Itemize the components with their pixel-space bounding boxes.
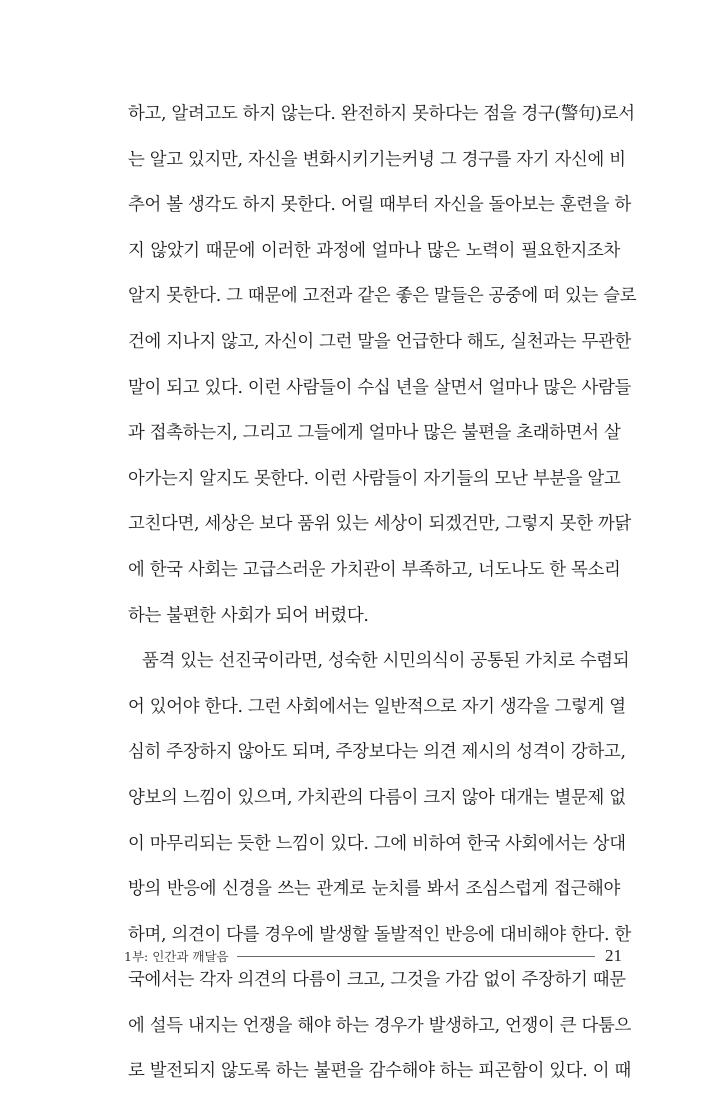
text-line: 아가는지 알지도 못한다. 이런 사람들이 자기들의 모난 부분을 알고 bbox=[128, 468, 621, 489]
text-line: 에 설득 내지는 언쟁을 해야 하는 경우가 발생하고, 언쟁이 큰 다툼으 bbox=[128, 1015, 631, 1036]
footer-section-label: 1부: 인간과 깨달음 bbox=[124, 949, 229, 964]
paragraph-2 bbox=[128, 639, 631, 1095]
paragraph-1 bbox=[128, 92, 637, 639]
text-line: 과 접촉하는지, 그리고 그들에게 얼마나 많은 불편을 초래하면서 살 bbox=[128, 423, 621, 444]
text-line: 에 한국 사회는 고급스러운 가치관이 부족하고, 너도나도 한 목소리 bbox=[128, 559, 621, 580]
text-line: 로 발전되지 않도록 하는 불편을 감수해야 하는 피곤함이 있다. 이 때 bbox=[128, 1061, 631, 1082]
text-line: 하는 불편한 사회가 되어 버렸다. bbox=[128, 605, 369, 626]
text-line: 심히 주장하지 않아도 되며, 주장보다는 의견 제시의 성격이 강하고, bbox=[128, 742, 626, 763]
text-line: 말이 되고 있다. 이런 사람들이 수십 년을 살면서 얼마나 많은 사람들 bbox=[128, 377, 631, 398]
text-line: 건에 지나지 않고, 자신이 그런 말을 언급한다 해도, 실천과는 무관한 bbox=[128, 331, 631, 352]
page-number: 21 bbox=[605, 946, 622, 965]
text-line: 양보의 느낌이 있으며, 가치관의 다름이 크지 않아 대개는 별문제 없 bbox=[128, 787, 626, 808]
text-line: 이 마무리되는 듯한 느낌이 있다. 그에 비하여 한국 사회에서는 상대 bbox=[128, 833, 626, 854]
text-line: 알지 못한다. 그 때문에 고전과 같은 좋은 말들은 공중에 떠 있는 슬로 bbox=[128, 286, 637, 307]
text-line: 방의 반응에 신경을 쓰는 관계로 눈치를 봐서 조심스럽게 접근해야 bbox=[128, 879, 620, 900]
text-line: 하고, 알려고도 하지 않는다. 완전하지 못하다는 점을 경구(警句)로서 bbox=[128, 104, 635, 124]
text-line: 어 있어야 한다. 그런 사회에서는 일반적으로 자기 생각을 그렇게 열 bbox=[128, 696, 626, 717]
text-line: 는 알고 있지만, 자신을 변화시키기는커녕 그 경구를 자기 자신에 비 bbox=[128, 149, 626, 170]
text-line: 국에서는 각자 의견의 다름이 크고, 그것을 가감 없이 주장하기 때문 bbox=[128, 970, 626, 991]
text-line: 지 않았기 때문에 이러한 과정에 얼마나 많은 노력이 필요한지조차 bbox=[128, 240, 620, 261]
text-line: 하며, 의견이 다를 경우에 발생할 돌발적인 반응에 대비해야 한다. 한 bbox=[128, 924, 631, 945]
footer-divider bbox=[237, 956, 595, 957]
text-line: 고친다면, 세상은 보다 품위 있는 세상이 되겠건만, 그렇지 못한 까닭 bbox=[128, 514, 631, 535]
text-line: 추어 볼 생각도 하지 못한다. 어릴 때부터 자신을 돌아보는 훈련을 하 bbox=[128, 195, 631, 216]
page-footer bbox=[124, 944, 622, 968]
text-line: 품격 있는 선진국이라면, 성숙한 시민의식이 공통된 가치로 수렴되 bbox=[142, 651, 630, 672]
